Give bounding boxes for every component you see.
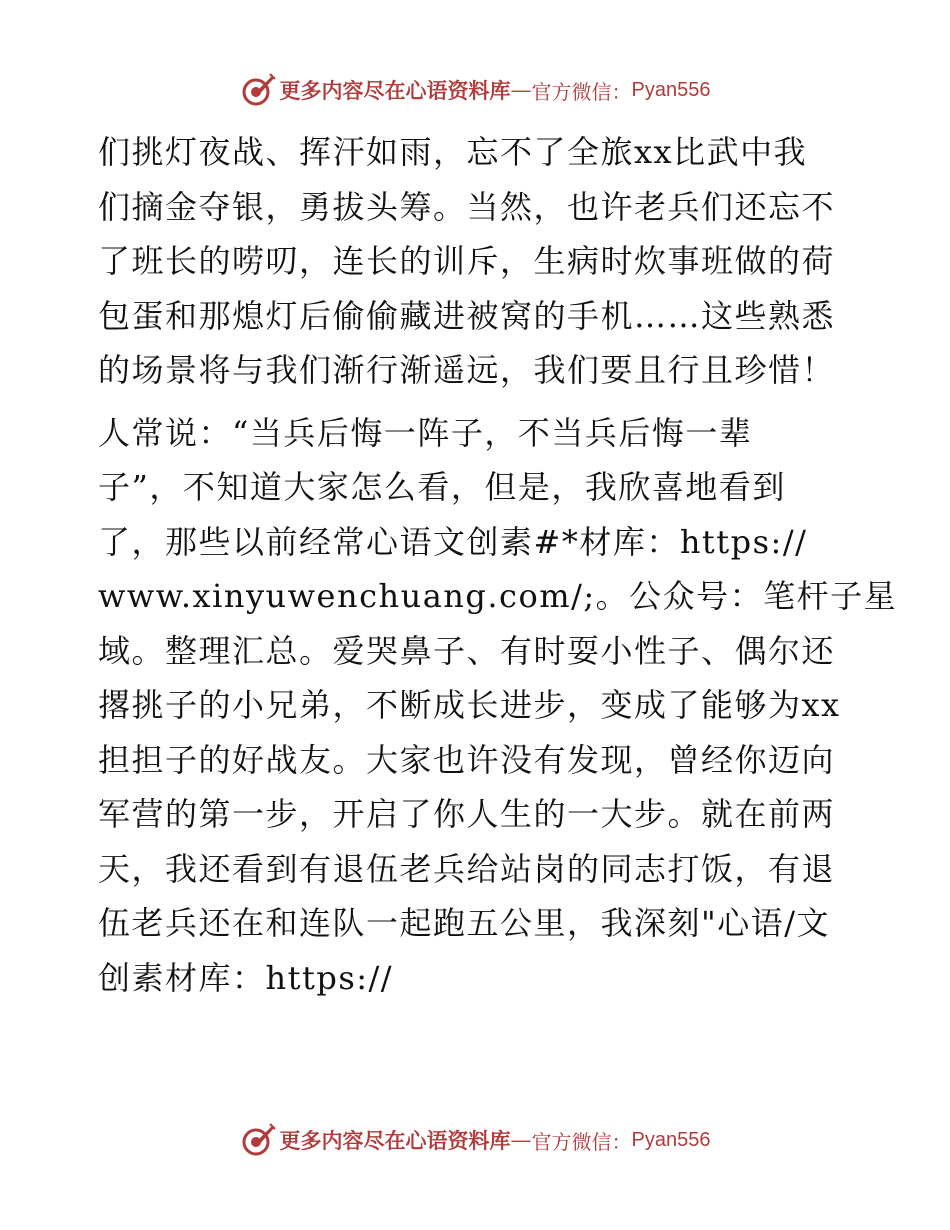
- quill-logo-icon: [240, 72, 276, 108]
- paragraph-1: [98, 125, 858, 398]
- watermark-wechat-id: Pyan556: [631, 1128, 711, 1151]
- text-line: 人常说：“当兵后悔一阵子，不当兵后悔一辈: [98, 413, 753, 452]
- text-line: 域。整理汇总。爱哭鼻子、有时耍小性子、偶尔还: [98, 631, 836, 670]
- text-line: 伍老兵还在和连队一起跑五公里，我深刻"心语/文: [98, 904, 831, 942]
- footer-watermark: [0, 1120, 950, 1160]
- header-watermark: [0, 70, 950, 110]
- watermark-official-label: 官方微信：: [531, 79, 632, 104]
- text-line: 们摘金夺银，勇拔头筹。当然，也许老兵们还忘不: [98, 187, 836, 226]
- watermark-official-label: 官方微信：: [531, 1129, 632, 1154]
- text-line: 撂挑子的小兄弟，不断成长进步，变成了能够为xx: [98, 686, 841, 724]
- watermark-wechat-id: Pyan556: [631, 78, 711, 101]
- watermark-brand: 更多内容尽在心语资料库: [279, 78, 511, 103]
- paragraph-2: [98, 406, 898, 1006]
- text-line: 担担子的好战友。大家也许没有发现，曾经你迈向: [98, 740, 836, 779]
- watermark-brand: 更多内容尽在心语资料库: [279, 1128, 511, 1153]
- watermark-dash: —: [510, 78, 532, 102]
- text-line: 军营的第一步，开启了你人生的一大步。就在前两: [98, 795, 836, 833]
- text-line: 们挑灯夜战、挥汗如雨，忘不了全旅xx比武中我: [98, 133, 808, 171]
- text-line: 创素材库：https://: [98, 958, 394, 997]
- text-line: 的场景将与我们渐行渐遥远，我们要且行且珍惜！: [98, 351, 836, 389]
- text-line: 天，我还看到有退伍老兵给站岗的同志打饭，有退: [98, 849, 836, 888]
- watermark-dash: —: [510, 1128, 532, 1152]
- text-line: www.xinyuwenchuang.com/;。公众号：笔杆子星: [98, 577, 898, 615]
- document-body: [98, 125, 898, 1005]
- text-line: 了班长的唠叨，连长的训斥，生病时炊事班做的荷: [98, 242, 836, 280]
- text-line: 包蛋和那熄灯后偷偷藏进被窝的手机……这些熟悉: [98, 296, 836, 335]
- quill-logo-icon: [240, 1122, 276, 1158]
- text-line: 子”，不知道大家怎么看，但是，我欣喜地看到: [98, 468, 786, 506]
- text-line: 了，那些以前经常心语文创素#*材库：https://: [98, 522, 808, 561]
